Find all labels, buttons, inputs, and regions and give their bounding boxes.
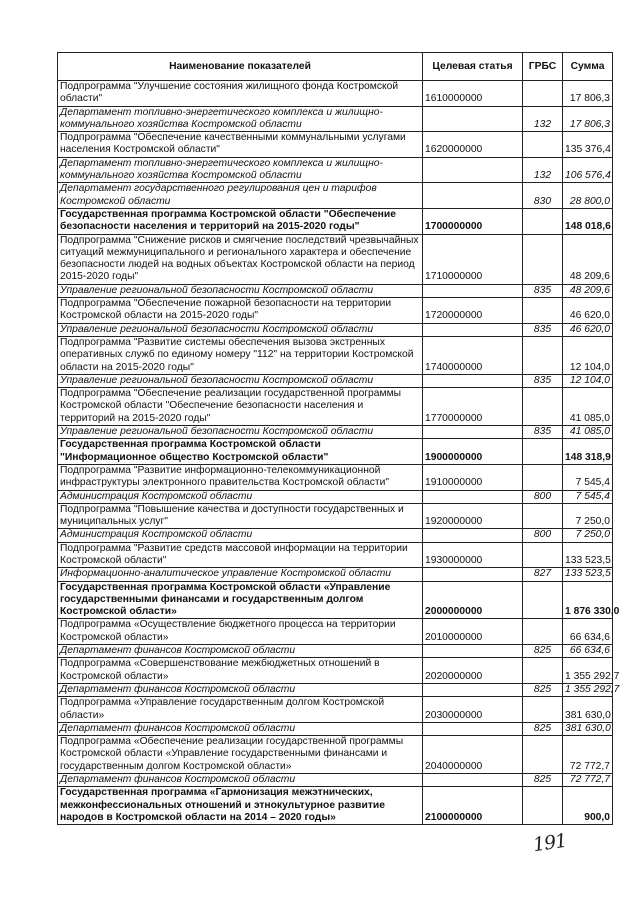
cell-code: 1900000000 (423, 439, 523, 465)
table-body (58, 81, 620, 825)
table-row (58, 645, 613, 658)
table-row (58, 234, 613, 284)
table-row (58, 736, 613, 774)
cell-grbs (523, 234, 563, 284)
cell-grbs (523, 439, 563, 465)
cell-grbs: 835 (523, 284, 563, 297)
cell-code (423, 529, 523, 542)
table-row (58, 157, 613, 183)
table-row (58, 542, 613, 568)
cell-code: 1770000000 (423, 388, 523, 426)
cell-name: Информационно-аналитическое управление Костромской области (58, 568, 423, 581)
cell-code: 1740000000 (423, 336, 523, 374)
cell-code: 2020000000 (423, 658, 523, 684)
cell-grbs: 825 (523, 722, 563, 735)
cell-name: Подпрограмма «Осуществление бюджетного процесса на территории Костромской области» (58, 619, 423, 645)
table-row (58, 374, 613, 387)
cell-name: Подпрограмма "Обеспечение качественными коммунальными услугами населения Костромской области" (58, 132, 423, 158)
header-name: Наименование показателей (58, 53, 423, 81)
table-row (58, 132, 613, 158)
cell-name: Департамент топливно-энергетического комплекса и жилищно-коммунального хозяйства Костромской области (58, 157, 423, 183)
cell-grbs (523, 503, 563, 529)
cell-grbs (523, 658, 563, 684)
cell-sum: 28 800,0 (563, 183, 613, 209)
table-row (58, 426, 613, 439)
cell-grbs (523, 619, 563, 645)
cell-code (423, 774, 523, 787)
cell-grbs (523, 787, 563, 825)
table-row (58, 619, 613, 645)
cell-sum: 41 085,0 (563, 388, 613, 426)
cell-sum: 46 620,0 (563, 298, 613, 324)
cell-grbs: 800 (523, 490, 563, 503)
cell-code: 2000000000 (423, 581, 523, 619)
header-code: Целевая статья (423, 53, 523, 81)
cell-grbs: 825 (523, 645, 563, 658)
cell-code: 2030000000 (423, 697, 523, 723)
cell-sum: 1 355 292,7 (563, 658, 613, 684)
cell-name: Государственная программа Костромской области "Информационное общество Костромской области" (58, 439, 423, 465)
cell-code: 1700000000 (423, 208, 523, 234)
cell-sum: 41 085,0 (563, 426, 613, 439)
cell-code: 2010000000 (423, 619, 523, 645)
cell-sum: 17 806,3 (563, 106, 613, 132)
cell-code: 1910000000 (423, 464, 523, 490)
cell-sum: 381 630,0 (563, 697, 613, 723)
table-row (58, 284, 613, 297)
cell-code (423, 490, 523, 503)
header-grbs: ГРБС (523, 53, 563, 81)
cell-sum: 12 104,0 (563, 336, 613, 374)
table-header-row (58, 53, 613, 81)
cell-grbs: 835 (523, 374, 563, 387)
cell-sum: 72 772,7 (563, 774, 613, 787)
cell-name: Администрация Костромской области (58, 490, 423, 503)
cell-name: Подпрограмма "Обеспечение реализации государственной программы Костромской области "Обеспечение безопасности населения и территорий на 2015-2020 годы" (58, 388, 423, 426)
cell-name: Управление региональной безопасности Костромской области (58, 426, 423, 439)
table-row (58, 581, 613, 619)
cell-code: 1620000000 (423, 132, 523, 158)
cell-sum: 17 806,3 (563, 81, 613, 107)
cell-name: Подпрограмма "Развитие системы обеспечения вызова экстренных оперативных служб по единому номеру "112" на территории Костромской области на 2015-2020 годы" (58, 336, 423, 374)
cell-name: Департамент топливно-энергетического комплекса и жилищно-коммунального хозяйства Костромской области (58, 106, 423, 132)
cell-name: Управление региональной безопасности Костромской области (58, 374, 423, 387)
cell-name: Государственная программа Костромской области «Управление государственными финансами и государственным долгом Костромской области» (58, 581, 423, 619)
cell-name: Департамент государственного регулирования цен и тарифов Костромской области (58, 183, 423, 209)
table-row (58, 106, 613, 132)
cell-grbs (523, 581, 563, 619)
cell-grbs: 825 (523, 774, 563, 787)
cell-sum: 7 250,0 (563, 503, 613, 529)
cell-sum: 381 630,0 (563, 722, 613, 735)
cell-grbs: 830 (523, 183, 563, 209)
cell-grbs (523, 132, 563, 158)
cell-code (423, 183, 523, 209)
table-row (58, 81, 613, 107)
budget-table (57, 52, 620, 825)
cell-code: 1720000000 (423, 298, 523, 324)
cell-sum: 148 018,6 (563, 208, 613, 234)
cell-code (423, 106, 523, 132)
cell-name: Подпрограмма "Снижение рисков и смягчение последствий чрезвычайных ситуаций межмуниципального и регионального характера и обеспечение безопасности людей на водных объектах Костромской области на период 2015-2020 годы" (58, 234, 423, 284)
cell-sum: 7 545,4 (563, 490, 613, 503)
cell-name: Администрация Костромской области (58, 529, 423, 542)
cell-grbs (523, 388, 563, 426)
cell-sum: 135 376,4 (563, 132, 613, 158)
cell-code: 2040000000 (423, 736, 523, 774)
cell-code (423, 157, 523, 183)
table-row (58, 183, 613, 209)
cell-sum: 1 355 292,7 (563, 683, 613, 696)
cell-code: 1710000000 (423, 234, 523, 284)
table-row (58, 568, 613, 581)
cell-grbs (523, 208, 563, 234)
cell-name: Подпрограмма "Развитие информационно-телекоммуникационной инфраструктуры электронного правительства Костромской области" (58, 464, 423, 490)
cell-code: 2100000000 (423, 787, 523, 825)
cell-code (423, 645, 523, 658)
cell-name: Подпрограмма «Обеспечение реализации государственной программы Костромской области «Управление государственными финансами и государственным долгом Костромской области» (58, 736, 423, 774)
cell-grbs (523, 336, 563, 374)
cell-name: Подпрограмма «Управление государственным долгом Костромской области» (58, 697, 423, 723)
cell-grbs (523, 697, 563, 723)
cell-code (423, 683, 523, 696)
cell-sum: 46 620,0 (563, 323, 613, 336)
cell-sum: 66 634,6 (563, 645, 613, 658)
table-row (58, 697, 613, 723)
cell-name: Департамент финансов Костромской области (58, 722, 423, 735)
cell-code (423, 374, 523, 387)
cell-name: Государственная программа «Гармонизация межэтнических, межконфессиональных отношений и этнокультурное развитие народов в Костромской области на 2014 – 2020 годы» (58, 787, 423, 825)
cell-name: Подпрограмма "Повышение качества и доступности государственных и муниципальных услуг" (58, 503, 423, 529)
table-row (58, 298, 613, 324)
cell-sum: 72 772,7 (563, 736, 613, 774)
header-sum: Сумма (563, 53, 613, 81)
cell-sum: 900,0 (563, 787, 613, 825)
cell-sum: 7 545,4 (563, 464, 613, 490)
table-row (58, 323, 613, 336)
cell-name: Департамент финансов Костромской области (58, 683, 423, 696)
table-row (58, 490, 613, 503)
cell-name: Департамент финансов Костромской области (58, 774, 423, 787)
table-row (58, 529, 613, 542)
cell-grbs: 800 (523, 529, 563, 542)
table-row (58, 774, 613, 787)
table-row (58, 208, 613, 234)
cell-name: Государственная программа Костромской области "Обеспечение безопасности населения и территорий на 2015-2020 годы" (58, 208, 423, 234)
cell-sum: 48 209,6 (563, 284, 613, 297)
cell-code (423, 568, 523, 581)
cell-grbs: 132 (523, 157, 563, 183)
table-row (58, 439, 613, 465)
table-row (58, 503, 613, 529)
table-row (58, 388, 613, 426)
cell-sum: 66 634,6 (563, 619, 613, 645)
cell-code (423, 323, 523, 336)
cell-code: 1930000000 (423, 542, 523, 568)
cell-sum: 48 209,6 (563, 234, 613, 284)
table-row (58, 722, 613, 735)
cell-grbs: 825 (523, 683, 563, 696)
cell-grbs (523, 298, 563, 324)
cell-name: Подпрограмма «Совершенствование межбюджетных отношений в Костромской области» (58, 658, 423, 684)
table-row (58, 464, 613, 490)
cell-grbs: 835 (523, 426, 563, 439)
cell-code: 1610000000 (423, 81, 523, 107)
table-row (58, 336, 613, 374)
cell-sum: 106 576,4 (563, 157, 613, 183)
cell-name: Управление региональной безопасности Костромской области (58, 284, 423, 297)
cell-code (423, 284, 523, 297)
cell-grbs: 827 (523, 568, 563, 581)
cell-name: Департамент финансов Костромской области (58, 645, 423, 658)
cell-grbs (523, 464, 563, 490)
cell-grbs (523, 542, 563, 568)
cell-name: Управление региональной безопасности Костромской области (58, 323, 423, 336)
cell-name: Подпрограмма "Улучшение состояния жилищного фонда Костромской области" (58, 81, 423, 107)
table-row (58, 658, 613, 684)
cell-sum: 1 876 330,0 (563, 581, 613, 619)
cell-name: Подпрограмма "Развитие средств массовой информации на территории Костромской области" (58, 542, 423, 568)
cell-grbs (523, 81, 563, 107)
cell-code (423, 722, 523, 735)
cell-sum: 133 523,5 (563, 542, 613, 568)
cell-code: 1920000000 (423, 503, 523, 529)
table-row (58, 787, 613, 825)
cell-name: Подпрограмма "Обеспечение пожарной безопасности на территории Костромской области на 2015-2020 годы" (58, 298, 423, 324)
table-row (58, 683, 613, 696)
cell-sum: 148 318,9 (563, 439, 613, 465)
cell-grbs: 835 (523, 323, 563, 336)
cell-grbs (523, 736, 563, 774)
cell-grbs: 132 (523, 106, 563, 132)
cell-sum: 7 250,0 (563, 529, 613, 542)
page-number: 191 (531, 829, 568, 857)
cell-code (423, 426, 523, 439)
cell-sum: 133 523,5 (563, 568, 613, 581)
cell-sum: 12 104,0 (563, 374, 613, 387)
